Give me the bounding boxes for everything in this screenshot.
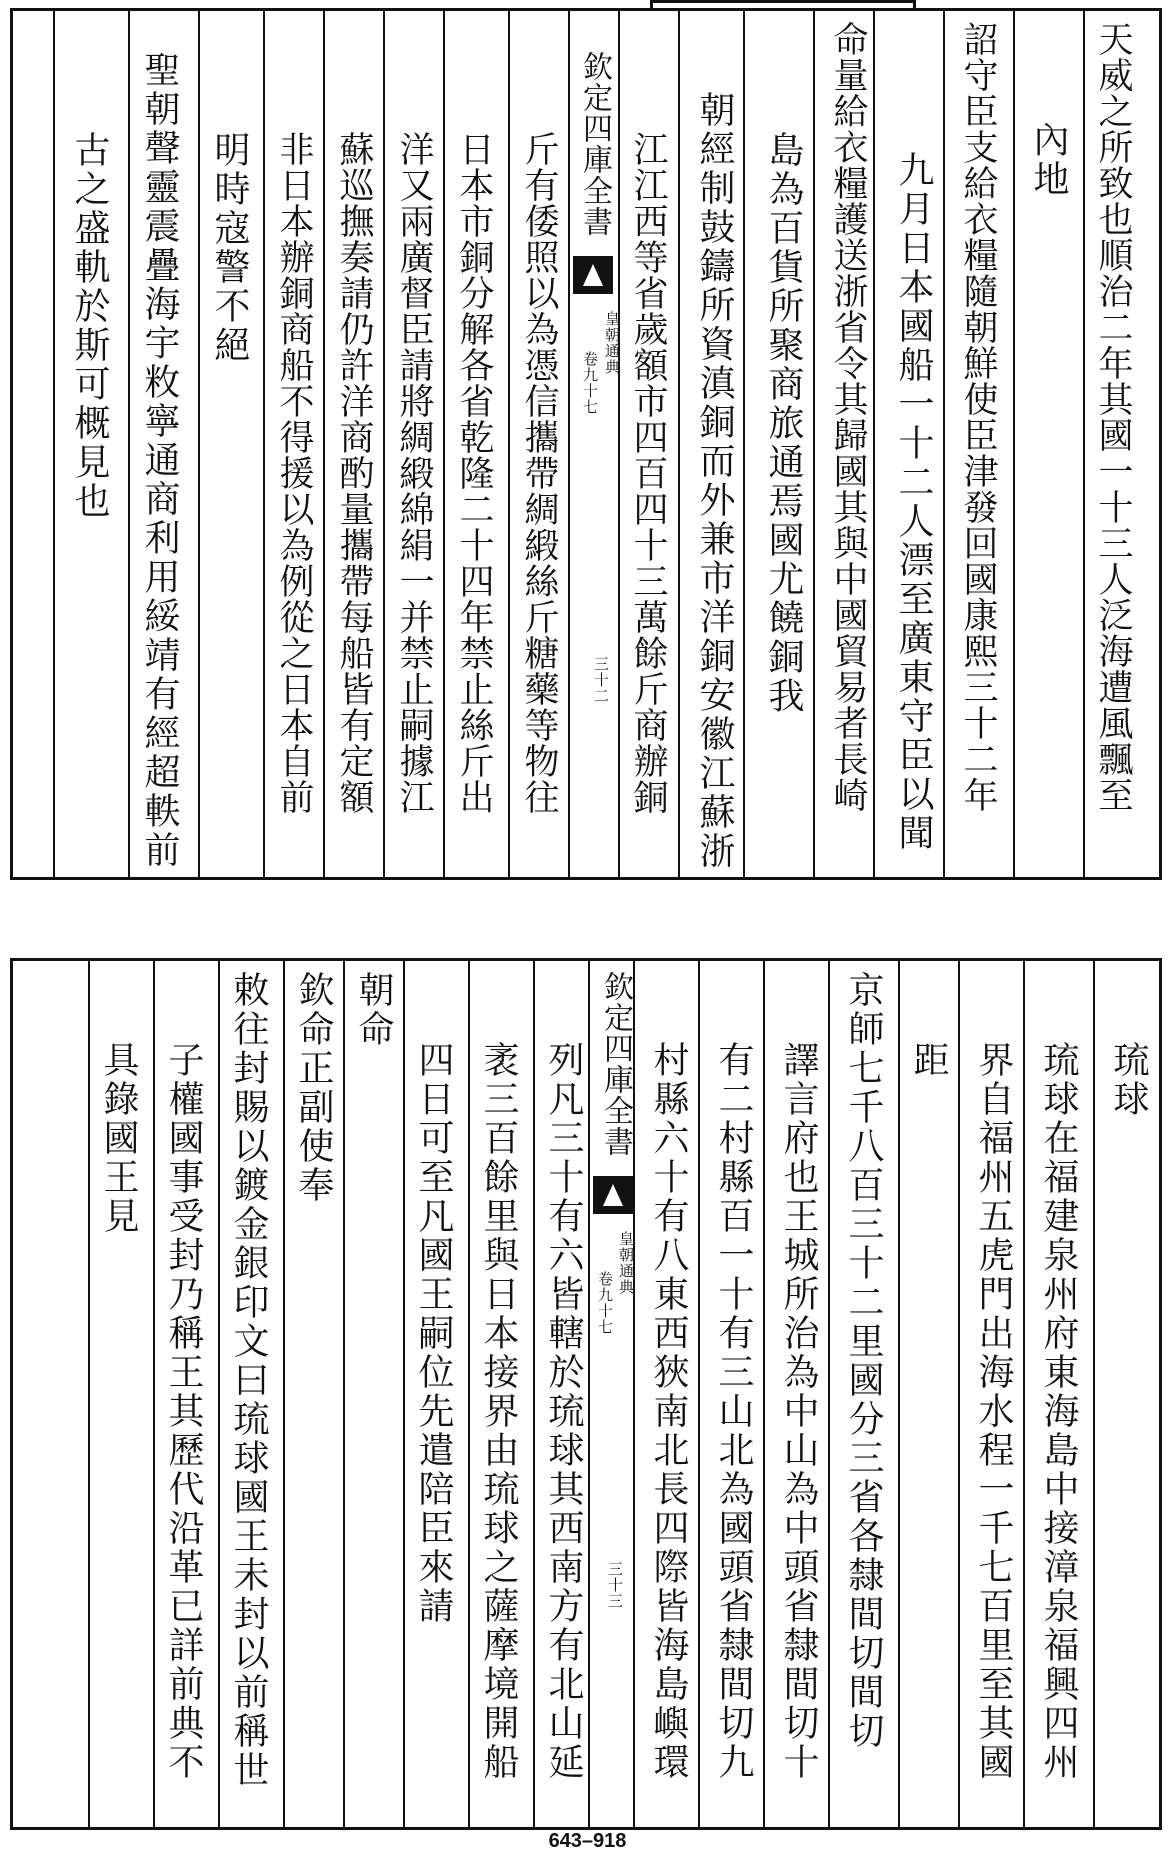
text-column: 敕往封賜以鍍金銀印文曰琉球國王未封以前稱世: [228, 971, 269, 1790]
text-column: 琉球在福建泉州府東海島中接漳泉福興四州: [1038, 1041, 1079, 1782]
text-column: 日本市銅分解各省乾隆二十四年禁止絲斤出: [454, 131, 494, 815]
column-rule: [1023, 961, 1025, 1827]
text-column: 有二村縣百一十有三山北為國頭省隸間切九: [713, 1041, 754, 1782]
fishtail-mark-icon: [573, 256, 613, 294]
page-number: 643–918: [548, 1830, 627, 1852]
column-rule: [508, 11, 510, 877]
column-rule: [443, 11, 445, 877]
column-rule: [218, 961, 220, 1827]
text-column: 島為百貨所聚商旅通焉國尤饒銅我: [763, 131, 804, 716]
column-rule: [533, 961, 535, 1827]
column-rule: [618, 11, 620, 877]
text-column: 界自福州五虎門出海水程一千七百里至其國: [973, 1041, 1014, 1782]
column-rule: [53, 11, 55, 877]
banner-title: 欽定四庫全書: [577, 51, 612, 237]
column-rule: [958, 961, 960, 1827]
text-column: 蘇巡撫奏請仍許洋商酌量攜帶每船皆有定額: [334, 131, 374, 815]
column-rule: [403, 961, 405, 1827]
column-rule: [943, 11, 945, 877]
text-column: 聖朝聲靈震疊海宇敉寧通商利用綏靖有經超軼前: [139, 51, 180, 870]
text-column: 朝經制鼓鑄所資滇銅而外兼市洋銅安徽江蘇浙: [694, 91, 735, 871]
banner-subtitle: 皇朝通典: [617, 1231, 635, 1295]
column-rule: [383, 11, 385, 877]
column-rule: [128, 11, 130, 877]
column-rule: [263, 11, 265, 877]
text-column: 譯言府也王城所治為中山為中頭省隸間切十: [778, 1041, 819, 1782]
column-rule: [588, 961, 590, 1827]
folio-number: 三十三: [606, 1561, 624, 1609]
column-rule: [898, 961, 900, 1827]
column-rule: [743, 11, 745, 877]
column-rule: [678, 11, 680, 877]
column-rule: [198, 11, 200, 877]
column-rule: [468, 961, 470, 1827]
column-rule: [323, 11, 325, 877]
text-column: 詔守臣支給衣糧隨朝鮮使臣津發回國康熙三十二年: [958, 21, 998, 813]
column-rule: [698, 961, 700, 1827]
column-rule: [1093, 961, 1095, 1827]
text-column: 京師七千八百三十二里國分三省各隸間切間切: [843, 971, 884, 1751]
top-page: [10, 8, 1162, 880]
text-column: 村縣六十有八東西狹南北長四際皆海島嶼環: [648, 1041, 689, 1782]
text-column: 欽命正副使奉: [293, 971, 334, 1205]
column-rule: [1083, 11, 1085, 877]
column-rule: [828, 961, 830, 1827]
fishtail-mark-icon: [593, 1176, 633, 1214]
text-column: 九月日本國船一十二人漂至廣東守臣以聞: [893, 151, 934, 853]
column-rule: [813, 11, 815, 877]
banner-title: 欽定四庫全書: [598, 971, 633, 1157]
folio-number: 三十二: [592, 656, 610, 704]
column-rule: [568, 11, 570, 877]
text-column: 袤三百餘里與日本接界由琉球之薩摩境開船: [478, 1041, 519, 1782]
column-rule: [283, 961, 285, 1827]
text-column: 非日本辦銅商船不得援以為例從之日本自前: [274, 131, 314, 815]
text-column: 命量給衣糧護送浙省令其歸國其與中國貿易者長崎: [828, 21, 868, 813]
banner-subtitle: 皇朝通典: [603, 311, 621, 375]
text-column: 洋又兩廣督臣請將綢緞綿絹一并禁止嗣據江: [394, 131, 434, 815]
section-heading: 琉球: [1108, 1041, 1149, 1119]
column-rule: [763, 961, 765, 1827]
text-column: 距: [908, 1041, 949, 1080]
text-column: 列凡三十有六皆轄於琉球其西南方有北山延: [543, 1041, 584, 1782]
banner-juan: 卷九十七: [581, 351, 599, 415]
text-column: 斤有倭照以為憑信攜帶綢緞絲斤糖藥等物往: [519, 131, 559, 815]
text-column: 子權國事受封乃稱王其歷代沿革已詳前典不: [163, 1041, 204, 1782]
column-rule: [88, 961, 90, 1827]
text-column: 朝命: [353, 971, 394, 1049]
text-column: 明時寇警不絕: [209, 131, 250, 365]
text-column: 四日可至凡國王嗣位先遣陪臣來請: [413, 1041, 454, 1626]
text-column: 天威之所致也順治二年其國一十三人泛海遭風飄至: [1093, 21, 1133, 813]
column-rule: [1013, 11, 1015, 877]
text-column: 古之盛軌於斯可概見也: [69, 131, 110, 521]
text-column: 內地: [1028, 121, 1069, 199]
column-rule: [153, 961, 155, 1827]
column-rule: [873, 11, 875, 877]
bottom-page: [10, 958, 1162, 1830]
text-column: 江江西等省歲額市四百四十三萬餘斤商辦銅: [628, 131, 668, 815]
text-column: 具錄國王見: [98, 1041, 139, 1236]
banner-juan: 卷九十七: [596, 1271, 614, 1335]
column-rule: [343, 961, 345, 1827]
